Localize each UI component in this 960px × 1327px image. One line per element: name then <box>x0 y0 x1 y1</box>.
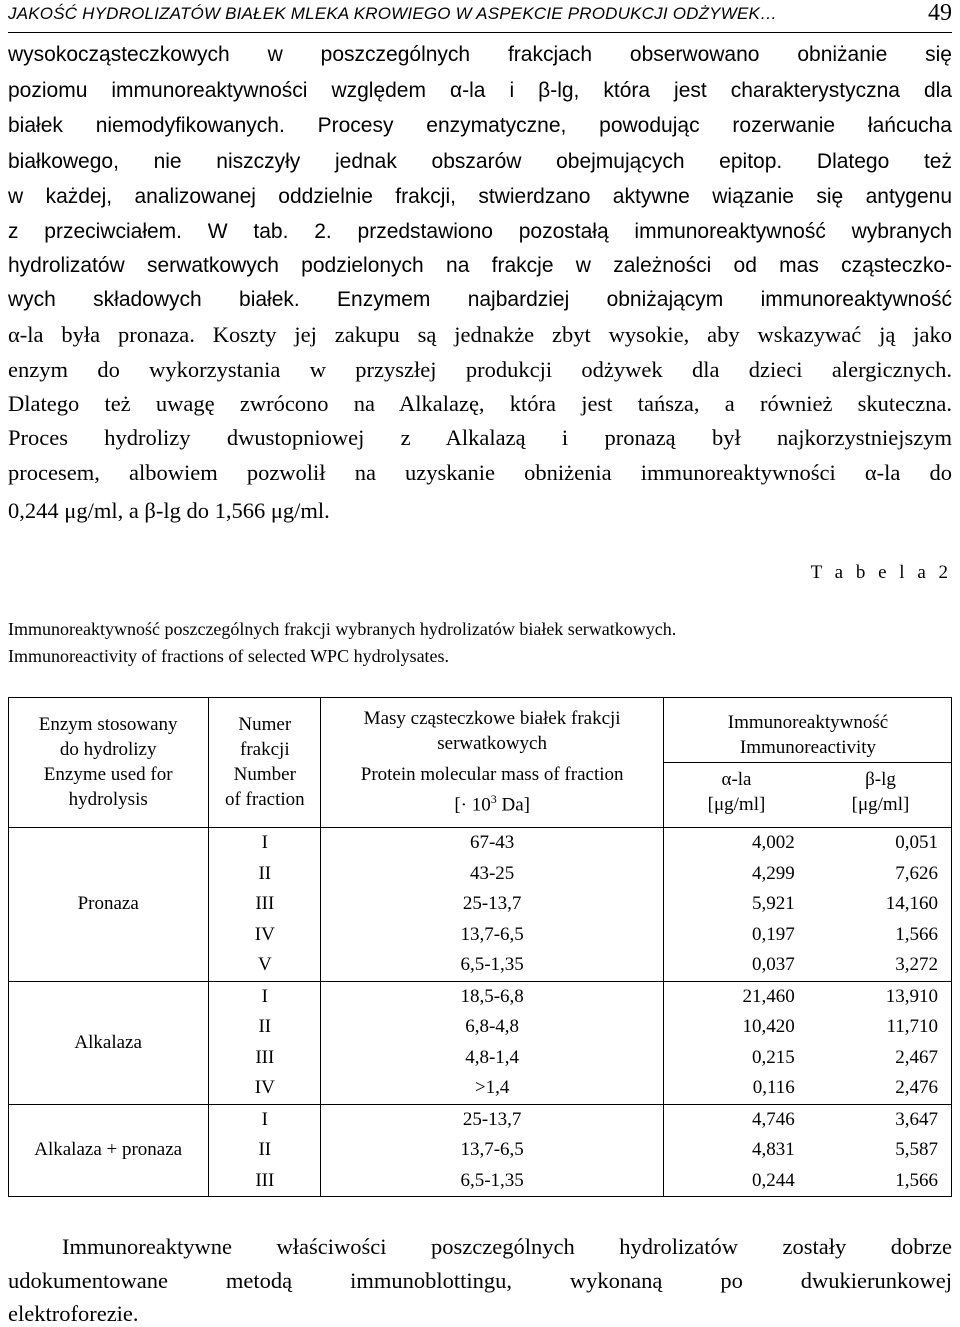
alpha-cell: 0,244 <box>663 1166 808 1197</box>
header-mass-line: Protein molecular mass of fraction <box>360 764 624 786</box>
header-fraction-line: Number <box>233 764 296 785</box>
alpha-cell: 4,831 <box>663 1135 808 1166</box>
header-beta <box>809 763 952 821</box>
header-fraction-line: of fraction <box>224 789 305 810</box>
mass-cell: 18,5-6,8 <box>321 981 664 1012</box>
alpha-cell: 0,116 <box>663 1073 808 1104</box>
mass-cell: 13,7-6,5 <box>321 1135 664 1166</box>
header-mass-line: serwatkowych <box>437 733 547 755</box>
fraction-cell: IV <box>209 1073 321 1104</box>
header-fraction-line: Numer <box>238 714 292 735</box>
header-immuno <box>663 697 952 828</box>
fraction-cell: III <box>209 1043 321 1074</box>
header-fraction <box>209 697 321 828</box>
beta-cell: 3,272 <box>809 950 952 981</box>
alpha-cell: 10,420 <box>663 1012 808 1043</box>
page-number: 49 <box>928 0 952 26</box>
header-immuno-sub <box>664 763 952 821</box>
beta-cell: 3,647 <box>895 1108 938 1130</box>
beta-cell: 11,710 <box>886 1016 938 1038</box>
fraction-cell: I <box>209 828 321 859</box>
table-number-label: T a b e l a 2 <box>810 562 952 583</box>
running-header-title: JAKOŚĆ HYDROLIZATÓW BIAŁEK MLEKA KROWIEGO W ASPEKCIE PRODUKCJI ODŻYWEK… <box>8 4 778 23</box>
paragraph-line: poziomu immunoreaktywności względem α-la i β-lg, która jest charakterystyczna dla <box>8 79 952 102</box>
paragraph-line: wych składowych białek. Enzymem najbardziej obniżającym immunoreaktywność <box>8 288 952 311</box>
paragraph-line: wysokocząsteczkowych w poszczególnych frakcjach obserwowano obniżanie się <box>8 43 952 66</box>
fraction-cell: II <box>209 1012 321 1043</box>
fraction-cell: II <box>209 1135 321 1166</box>
mass-cell: 67-43 <box>321 828 664 859</box>
fraction-cell: II <box>209 859 321 890</box>
paragraph-line: udokumentowane metodą immunoblottingu, wykonaną po dwukierunkowej <box>8 1268 952 1293</box>
mass-cell: 13,7-6,5 <box>321 920 664 951</box>
fraction-cell: IV <box>209 920 321 951</box>
paragraph-line: z przeciwciałem. W tab. 2. przedstawiono pozostałą immunoreaktywność wybranych <box>8 220 952 243</box>
beta-cell: 5,587 <box>895 1139 938 1161</box>
paragraph-line: Proces hydrolizy dwustopniowej z Alkalazą i pronazą był najkorzystniejszym <box>8 425 952 450</box>
mass-cell: 25-13,7 <box>321 889 664 920</box>
alpha-cell: 0,215 <box>663 1043 808 1074</box>
header-alpha-line: [μg/ml] <box>707 793 766 815</box>
header-beta-line: β-lg <box>865 768 896 790</box>
beta-cell: 14,160 <box>885 893 938 915</box>
header-alpha-line: α-la <box>721 768 752 790</box>
alpha-cell: 21,460 <box>663 981 808 1012</box>
header-mass-unit <box>321 787 663 817</box>
fraction-cell: I <box>209 1104 321 1135</box>
mass-cell: 43-25 <box>321 859 664 890</box>
paragraph-line: białkowego, nie niszczyły jednak obszarów obejmujących epitop. Dlatego też <box>8 150 952 173</box>
header-enzyme-line: Enzyme used for <box>43 764 173 785</box>
mass-cell: 6,5-1,35 <box>321 950 664 981</box>
table-caption-pl: Immunoreaktywność poszczególnych frakcji wybranych hydrolizatów białek serwatkowych. <box>8 619 677 639</box>
beta-cell: 7,626 <box>895 862 938 884</box>
enzyme-cell: Pronaza <box>8 828 209 982</box>
paragraph-line: białek niemodyfikowanych. Procesy enzymatyczne, powodując rozerwanie łańcucha <box>8 114 952 137</box>
running-header <box>8 2 952 33</box>
data-table <box>8 697 952 1196</box>
table-row <box>8 828 952 859</box>
paragraph-line: hydrolizatów serwatkowych podzielonych na frakcje w zależności od mas cząsteczko- <box>8 254 952 277</box>
alpha-cell: 0,197 <box>663 920 808 951</box>
table-caption-en: Immunoreactivity of fractions of selected WPC hydrolysates. <box>8 646 450 666</box>
beta-cell: 2,467 <box>895 1046 938 1068</box>
enzyme-cell: Alkalaza + pronaza <box>34 1139 183 1161</box>
fraction-cell: V <box>209 950 321 981</box>
mass-cell: 4,8-1,4 <box>321 1043 664 1074</box>
table-row <box>8 1104 952 1135</box>
header-immuno-top <box>664 704 952 763</box>
header-mass-line: Masy cząsteczkowe białek frakcji <box>363 708 621 730</box>
beta-cell: 1,566 <box>895 1169 938 1191</box>
header-enzyme-line: do hydrolizy <box>59 739 157 760</box>
beta-cell: 0,051 <box>895 832 938 854</box>
beta-cell: 13,910 <box>885 985 938 1007</box>
paragraph-line: α-la była pronaza. Koszty jej zakupu są jednakże zbyt wysokie, aby wskazywać ją jako <box>8 322 952 347</box>
paragraph-line: enzym do wykorzystania w przyszłej produkcji odżywek dla dzieci alergicznych. <box>8 357 952 382</box>
enzyme-cell: Alkalaza <box>8 981 209 1104</box>
paragraph-line: elektroforezie. <box>8 1301 139 1326</box>
beta-cell: 2,476 <box>809 1073 952 1104</box>
alpha-cell: 4,299 <box>663 859 808 890</box>
fraction-cell: III <box>209 889 321 920</box>
paragraph-line: Immunoreaktywne właściwości poszczególnych hydrolizatów zostały dobrze <box>62 1234 952 1259</box>
mass-cell: 25-13,7 <box>321 1104 664 1135</box>
header-beta-line: [μg/ml] <box>851 793 910 815</box>
mass-cell: >1,4 <box>321 1073 664 1104</box>
alpha-cell: 4,746 <box>663 1104 808 1135</box>
header-mass <box>321 697 664 828</box>
header-mass-unit-a: [· 10 <box>454 794 491 816</box>
mass-cell: 6,5-1,35 <box>321 1166 664 1197</box>
paragraph-line: 0,244 μg/ml, a β-lg do 1,566 μg/ml. <box>8 498 330 523</box>
alpha-cell: 4,002 <box>663 828 808 859</box>
header-enzyme-line: Enzym stosowany <box>38 714 178 735</box>
fraction-cell: I <box>209 981 321 1012</box>
header-immuno-line: Immunoreactivity <box>739 736 877 758</box>
header-mass-unit-b: Da] <box>496 794 530 816</box>
table-row <box>8 981 952 1012</box>
header-fraction-line: frakcji <box>240 739 290 760</box>
paragraph-line: Dlatego też uwagę zwrócono na Alkalazę, która jest tańsza, a również skuteczna. <box>8 391 952 416</box>
paragraph-line: w każdej, analizowanej oddzielnie frakcji, stwierdzano aktywne wiązanie się antygenu <box>8 185 952 208</box>
alpha-cell: 5,921 <box>663 889 808 920</box>
header-enzyme-line: hydrolysis <box>68 789 148 810</box>
alpha-cell: 0,037 <box>663 950 808 981</box>
beta-cell: 1,566 <box>895 923 938 945</box>
paragraph-line: procesem, albowiem pozwolił na uzyskanie obniżenia immunoreaktywności α-la do <box>8 460 952 485</box>
header-enzyme <box>8 697 209 828</box>
header-immuno-line: Immunoreaktywność <box>727 711 889 733</box>
header-mass-unit-exp: 3 <box>490 792 497 807</box>
mass-cell: 6,8-4,8 <box>321 1012 664 1043</box>
header-alpha <box>664 763 809 821</box>
fraction-cell: III <box>209 1166 321 1197</box>
table-header-row <box>8 697 952 828</box>
